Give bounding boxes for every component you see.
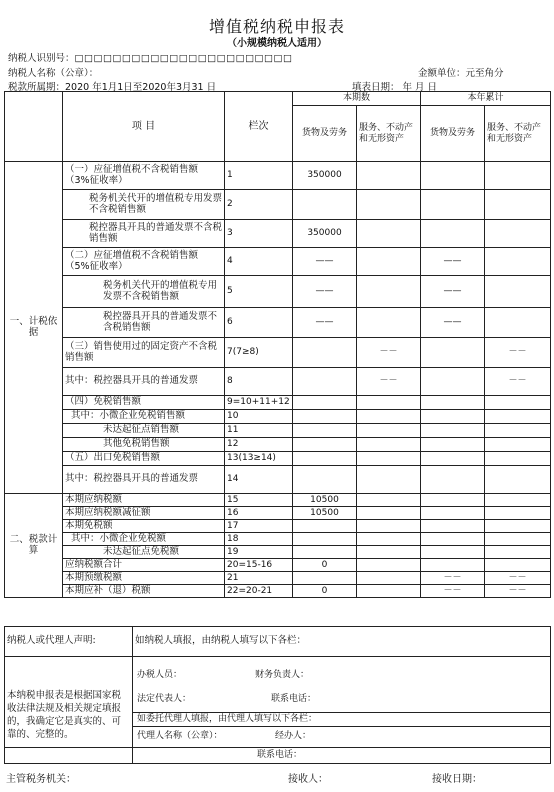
row-current-services[interactable]	[357, 546, 421, 559]
row-line: 2	[225, 190, 293, 220]
row-item: （一）应征增值税不含税销售额（3%征收率）	[63, 162, 225, 190]
row-ytd-services[interactable]	[485, 559, 551, 572]
table-row	[5, 533, 551, 546]
table-row	[5, 559, 551, 572]
row-current-goods[interactable]: ——	[293, 276, 357, 308]
header-blank	[5, 92, 63, 162]
row-current-services[interactable]	[357, 438, 421, 452]
row-line: 22=20-21	[225, 585, 293, 598]
row-current-services[interactable]: －－	[357, 338, 421, 368]
row-item: 其他免税销售额	[63, 438, 225, 452]
row-ytd-goods[interactable]	[421, 520, 485, 533]
header-goods-services: 货物及劳务	[293, 106, 357, 162]
row-line: 15	[225, 494, 293, 507]
row-ytd-goods[interactable]	[421, 220, 485, 248]
tax-authority-label: 主管税务机关：	[6, 774, 76, 785]
row-ytd-goods[interactable]	[421, 559, 485, 572]
row-item: 本期免税额	[63, 520, 225, 533]
signature-fields	[133, 657, 551, 748]
form-title: 增值税纳税申报表	[208, 17, 345, 36]
header-current-period: 本期数	[293, 92, 421, 106]
row-ytd-services[interactable]	[485, 507, 551, 520]
receiver-label: 接收人：	[288, 774, 328, 785]
row-line: 17	[225, 520, 293, 533]
row-ytd-goods[interactable]	[421, 190, 485, 220]
row-current-goods[interactable]	[293, 338, 357, 368]
row-ytd-services[interactable]	[485, 466, 551, 494]
row-current-goods[interactable]: 350000	[293, 162, 357, 190]
row-ytd-services[interactable]	[485, 546, 551, 559]
row-ytd-goods[interactable]	[421, 396, 485, 410]
row-current-goods[interactable]: 0	[293, 559, 357, 572]
row-ytd-goods[interactable]	[421, 546, 485, 559]
row-ytd-goods[interactable]	[421, 494, 485, 507]
row-line: 8	[225, 368, 293, 396]
row-ytd-goods[interactable]	[421, 162, 485, 190]
row-ytd-goods[interactable]	[421, 368, 485, 396]
row-current-goods[interactable]	[293, 546, 357, 559]
form-subtitle: （小规模纳税人适用）	[227, 38, 327, 49]
row-current-goods[interactable]: 10500	[293, 494, 357, 507]
row-current-services[interactable]	[357, 396, 421, 410]
table-row	[5, 248, 551, 276]
row-current-services[interactable]	[357, 572, 421, 585]
row-ytd-goods[interactable]	[421, 438, 485, 452]
table-row	[5, 338, 551, 368]
handler-label: 办税人员：	[137, 670, 183, 680]
row-ytd-services[interactable]: －－	[485, 338, 551, 368]
row-item: 未达起征点免税额	[63, 546, 225, 559]
row-ytd-goods[interactable]	[421, 424, 485, 438]
declaration-table	[4, 91, 551, 598]
row-current-services[interactable]	[357, 424, 421, 438]
row-current-goods[interactable]	[293, 424, 357, 438]
row-ytd-goods[interactable]: ——	[421, 248, 485, 276]
row-ytd-goods[interactable]	[421, 533, 485, 546]
table-row	[5, 396, 551, 410]
row-current-goods[interactable]	[293, 466, 357, 494]
row-item: 本期应补（退）税额	[63, 585, 225, 598]
table-row	[5, 424, 551, 438]
row-current-services[interactable]	[357, 559, 421, 572]
row-item: （四）免税销售额	[63, 396, 225, 410]
row-ytd-services[interactable]	[485, 494, 551, 507]
taxpayer-id-row	[8, 50, 292, 64]
row-current-services[interactable]	[357, 220, 421, 248]
row-item: 税控器具开具的普通发票不含税销售额	[63, 220, 225, 248]
row-ytd-goods[interactable]: －－	[421, 585, 485, 598]
row-current-services[interactable]	[357, 162, 421, 190]
row-ytd-services[interactable]	[485, 533, 551, 546]
header-services-assets: 服务、不动产和无形资产	[357, 106, 421, 162]
row-line: 20=15-16	[225, 559, 293, 572]
row-current-goods[interactable]	[293, 368, 357, 396]
row-current-services[interactable]	[357, 276, 421, 308]
row-ytd-goods[interactable]	[421, 338, 485, 368]
taxpayer-name-label: 纳税人名称（公章）：	[8, 68, 99, 79]
row-item: 其中：小微企业免税销售额	[63, 410, 225, 424]
row-item: （三）销售使用过的固定资产不含税销售额	[63, 338, 225, 368]
signature-table	[4, 626, 551, 764]
header-services-assets-ytd: 服务、不动产和无形资产	[485, 106, 551, 162]
row-item: 未达起征点销售额	[63, 424, 225, 438]
row-current-services[interactable]	[357, 507, 421, 520]
table-row	[5, 520, 551, 533]
row-current-goods[interactable]	[293, 533, 357, 546]
header-year-to-date: 本年累计	[421, 92, 551, 106]
row-item: 本期预缴税额	[63, 572, 225, 585]
self-fill-note: 如纳税人填报，由纳税人填写以下各栏：	[133, 627, 551, 657]
row-ytd-services[interactable]	[485, 438, 551, 452]
row-current-services[interactable]	[357, 452, 421, 466]
row-current-services[interactable]	[357, 585, 421, 598]
row-current-goods[interactable]: ——	[293, 308, 357, 338]
row-ytd-goods[interactable]: ——	[421, 308, 485, 338]
row-current-services[interactable]	[357, 520, 421, 533]
row-current-services[interactable]	[357, 410, 421, 424]
row-ytd-services[interactable]	[485, 276, 551, 308]
row-ytd-goods[interactable]: －－	[421, 572, 485, 585]
row-item: 其中：税控器具开具的普通发票	[63, 466, 225, 494]
table-row	[5, 410, 551, 424]
row-ytd-goods[interactable]	[421, 507, 485, 520]
row-ytd-goods[interactable]: ——	[421, 276, 485, 308]
row-line: 7(7≥8)	[225, 338, 293, 368]
row-ytd-goods[interactable]	[421, 410, 485, 424]
table-row	[5, 452, 551, 466]
row-current-services[interactable]	[357, 190, 421, 220]
row-item: 本期应纳税额减征额	[63, 507, 225, 520]
table-row	[5, 546, 551, 559]
row-current-goods[interactable]	[293, 396, 357, 410]
row-ytd-services[interactable]: －－	[485, 368, 551, 396]
row-item: 其中：小微企业免税额	[63, 533, 225, 546]
row-line: 14	[225, 466, 293, 494]
row-line: 3	[225, 220, 293, 248]
row-current-goods[interactable]	[293, 190, 357, 220]
row-line: 4	[225, 248, 293, 276]
row-item: 本期应纳税额	[63, 494, 225, 507]
table-row	[5, 190, 551, 220]
row-ytd-services[interactable]	[485, 162, 551, 190]
row-ytd-services[interactable]	[485, 520, 551, 533]
table-row	[5, 308, 551, 338]
row-line: 10	[225, 410, 293, 424]
row-current-goods[interactable]: 10500	[293, 507, 357, 520]
row-current-services[interactable]	[357, 466, 421, 494]
row-current-goods[interactable]	[293, 438, 357, 452]
table-row	[5, 368, 551, 396]
row-ytd-services[interactable]	[485, 190, 551, 220]
table-row	[5, 438, 551, 452]
row-ytd-services[interactable]	[485, 410, 551, 424]
row-ytd-goods[interactable]	[421, 466, 485, 494]
header-line: 栏次	[225, 92, 293, 162]
declaration-label: 纳税人或代理人声明:	[5, 627, 133, 657]
row-ytd-services[interactable]: －－	[485, 572, 551, 585]
tax-period: 税款所属期：2020 年1月1日至2020年3月31 日	[8, 82, 217, 93]
finance-head-label: 财务负责人：	[255, 670, 310, 680]
row-ytd-services[interactable]	[485, 308, 551, 338]
header-goods-services-ytd: 货物及劳务	[421, 106, 485, 162]
header-item: 项 目	[63, 92, 225, 162]
fill-date: 填表日期： 年 月 日	[352, 82, 438, 93]
row-current-services[interactable]	[357, 533, 421, 546]
taxpayer-id-label: 纳税人识别号：	[8, 53, 75, 64]
receive-date-label: 接收日期：	[432, 774, 482, 785]
row-ytd-services[interactable]	[485, 424, 551, 438]
section-basis-label: 一、计税依据	[5, 162, 63, 494]
row-item: 其中：税控器具开具的普通发票	[63, 368, 225, 396]
row-line: 11	[225, 424, 293, 438]
row-line: 13(13≥14)	[225, 452, 293, 466]
table-row	[5, 276, 551, 308]
table-row	[5, 507, 551, 520]
legal-rep-label: 法定代表人：	[137, 694, 192, 704]
taxpayer-id-boxes: □□□□□□□□□□□□□□□□□□□□□□□	[74, 53, 293, 64]
agent-name-label: 代理人名称（公章）：	[137, 731, 223, 741]
row-current-goods[interactable]: 0	[293, 585, 357, 598]
row-current-goods[interactable]: 350000	[293, 220, 357, 248]
row-current-services[interactable]	[357, 308, 421, 338]
amount-unit: 金额单位：元至角分	[418, 68, 504, 79]
operator-label: 经办人：	[275, 731, 312, 741]
table-row	[5, 220, 551, 248]
row-line: 16	[225, 507, 293, 520]
row-ytd-goods[interactable]	[421, 452, 485, 466]
agent-blank	[5, 748, 133, 764]
row-item: 税控器具开具的普通发票不含税销售额	[63, 308, 225, 338]
table-row	[5, 572, 551, 585]
row-current-goods[interactable]	[293, 410, 357, 424]
table-row	[5, 585, 551, 598]
row-current-goods[interactable]	[293, 520, 357, 533]
row-current-services[interactable]	[357, 248, 421, 276]
row-current-services[interactable]	[357, 494, 421, 507]
row-item: （二）应征增值税不含税销售额（5%征收率）	[63, 248, 225, 276]
agent-fill-note: 如委托代理人填报，由代理人填写以下各栏：	[133, 712, 550, 727]
declaration-text: 本纳税申报表是根据国家税收法律法规及相关规定填报的，我确定它是真实的、可靠的、完整的。	[5, 657, 133, 748]
row-line: 5	[225, 276, 293, 308]
row-ytd-services[interactable]	[485, 452, 551, 466]
phone-label: 联系电话：	[271, 694, 317, 704]
row-line: 6	[225, 308, 293, 338]
row-item: 税务机关代开的增值税专用发票不含税销售额	[63, 190, 225, 220]
row-line: 18	[225, 533, 293, 546]
table-row	[5, 494, 551, 507]
row-current-goods[interactable]: ——	[293, 248, 357, 276]
table-row	[5, 466, 551, 494]
row-current-services[interactable]: －－	[357, 368, 421, 396]
row-line: 9=10+11+12	[225, 396, 293, 410]
row-item: 税务机关代开的增值税专用发票不含税销售额	[63, 276, 225, 308]
row-ytd-services[interactable]	[485, 248, 551, 276]
row-line: 12	[225, 438, 293, 452]
row-ytd-services[interactable]	[485, 220, 551, 248]
row-item: 应纳税额合计	[63, 559, 225, 572]
row-item: （五）出口免税销售额	[63, 452, 225, 466]
row-line: 21	[225, 572, 293, 585]
agent-phone-label: 联系电话：	[133, 748, 551, 764]
row-line: 19	[225, 546, 293, 559]
section-calc-label: 二、税款计算	[5, 494, 63, 598]
row-current-goods[interactable]	[293, 572, 357, 585]
table-row	[5, 162, 551, 190]
row-ytd-services[interactable]: －－	[485, 585, 551, 598]
row-ytd-services[interactable]	[485, 396, 551, 410]
row-line: 1	[225, 162, 293, 190]
row-current-goods[interactable]	[293, 452, 357, 466]
